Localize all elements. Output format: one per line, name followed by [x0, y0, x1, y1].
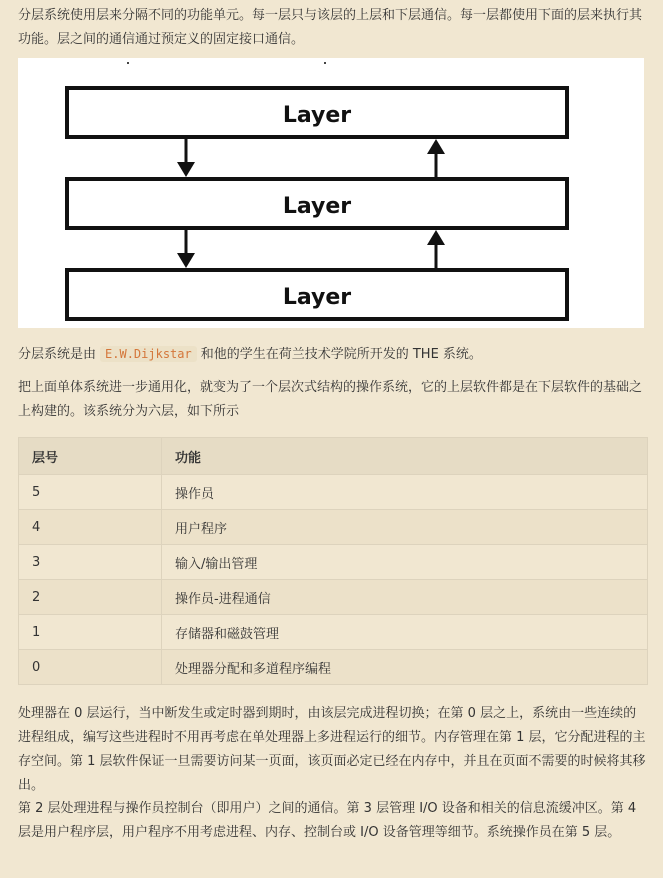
generalization-paragraph: 把上面单体系统进一步通用化，就变为了一个层次式结构的操作系统，它的上层软件都是在下层软件的基础之上构建的。该系统分为六层，如下所示 [18, 380, 643, 419]
inline-code: E.W.Dijkstar [100, 346, 197, 362]
layer-box-middle [67, 179, 567, 228]
layer-label-bottom: Layer [282, 285, 352, 310]
cell-function: 存储器和磁鼓管理 [162, 615, 648, 650]
intro-paragraph: 分层系统使用层来分隔不同的功能单元。每一层只与该层的上层和下层通信。每一层都使用下面的层来执行其功能。层之间的通信通过预定义的固定接口通信。 [18, 8, 643, 47]
origin-paragraph [18, 342, 648, 367]
cell-layer: 3 [19, 545, 162, 580]
table-row [19, 615, 648, 650]
layer-label-middle: Layer [282, 194, 352, 219]
cell-function: 操作员 [162, 475, 648, 510]
cell-function: 处理器分配和多道程序编程 [162, 650, 648, 685]
cell-layer: 0 [19, 650, 162, 685]
layer-diagram [18, 58, 644, 328]
cell-layer: 5 [19, 475, 162, 510]
detail-paragraph-1: 处理器在 0 层运行，当中断发生或定时器到期时，由该层完成进程切换；在第 0 层之上，系统由一些连续的进程组成，编写这些进程时不用再考虑在单处理器上多进程运行的细节。内存管理在第 1 层，它分配进程的主存空间。第 1 层软件保证一旦需要访问某一页面，该页面必定已经在内存中，并且在页面不需要的时候将其移出。 [18, 706, 646, 793]
cell-layer: 2 [19, 580, 162, 615]
cell-layer: 1 [19, 615, 162, 650]
table-row [19, 475, 648, 510]
layers-table [18, 437, 648, 685]
table-row [19, 510, 648, 545]
layer-label-top: Layer [282, 103, 352, 128]
cell-function: 操作员-进程通信 [162, 580, 648, 615]
cell-function: 用户程序 [162, 510, 648, 545]
header-layer-number: 层号 [19, 438, 162, 475]
cell-function: 输入/输出管理 [162, 545, 648, 580]
header-function: 功能 [162, 438, 648, 475]
layer-box-bottom [67, 270, 567, 319]
detail-paragraph-2: 第 2 层处理进程与操作员控制台（即用户）之间的通信。第 3 层管理 I/O 设备和相关的信息流缓冲区。第 4 层是用户程序层，用户程序不用考虑进程、内存、控制台或 I/O 设备管理等细节。系统操作员在第 5 层。 [18, 801, 637, 840]
table-row [19, 650, 648, 685]
table-row [19, 580, 648, 615]
table-row [19, 545, 648, 580]
table-header-row [19, 438, 648, 475]
origin-text-after: 和他的学生在荷兰技术学院所开发的 THE 系统。 [200, 347, 482, 362]
origin-text-before: 分层系统是由 [18, 347, 97, 362]
layer-box-top [67, 88, 567, 137]
cell-layer: 4 [19, 510, 162, 545]
